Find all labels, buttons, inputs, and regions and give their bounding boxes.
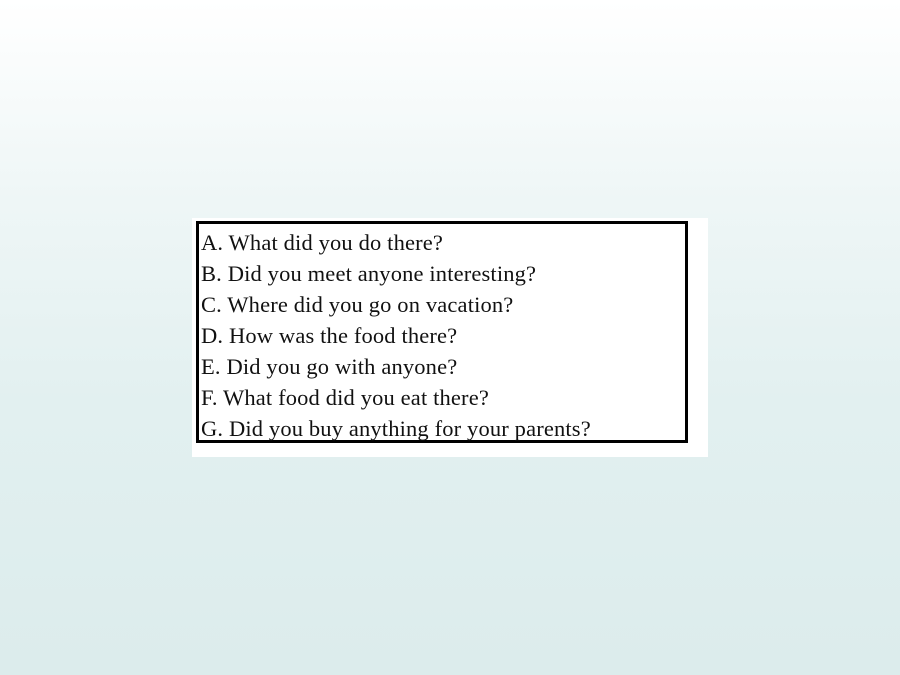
option-d: D. How was the food there?	[201, 323, 458, 348]
option-c: C. Where did you go on vacation?	[201, 292, 514, 317]
question-image	[192, 218, 708, 457]
option-g: G. Did you buy anything for your parents?	[201, 416, 591, 441]
option-b: B. Did you meet anyone interesting?	[201, 261, 537, 286]
option-list	[199, 224, 685, 444]
options-box	[196, 221, 688, 443]
option-f: F. What food did you eat there?	[201, 385, 489, 410]
option-e: E. Did you go with anyone?	[201, 354, 458, 379]
option-a: A. What did you do there?	[201, 230, 444, 255]
